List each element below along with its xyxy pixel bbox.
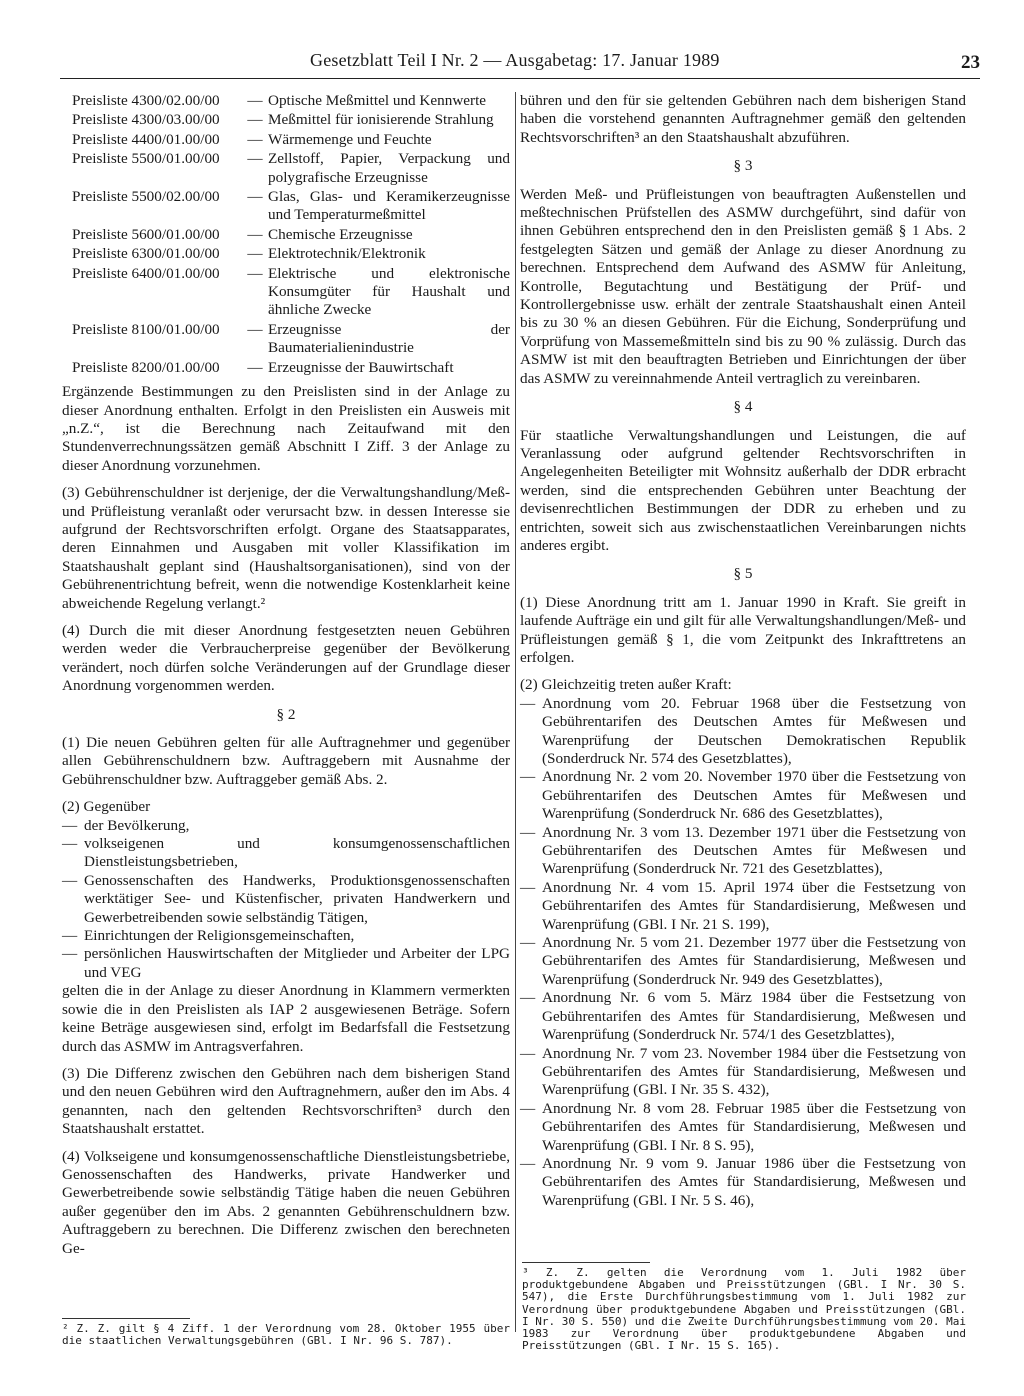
list-item-text: volkseigenen und konsumgenossenschaftlichen Dienstleistungsbetrieben, <box>84 835 510 871</box>
price-list-code: Preisliste 6300/01.00/00 <box>72 245 220 263</box>
dash: — <box>520 934 536 952</box>
repealed-orders-list <box>520 695 966 1210</box>
price-list-row <box>62 359 510 377</box>
dash: — <box>62 871 78 889</box>
price-list-desc: Wärmemenge und Feuchte <box>268 130 432 148</box>
right-column <box>520 92 966 1210</box>
list-item-text: Anordnung Nr. 4 vom 15. April 1974 über die Festsetzung von Gebührentarifen des Amtes für Standardisierung, Meßwesen und Warenprüfung (GBl. I Nr. 21 S. 199), <box>542 878 966 933</box>
list-item-text: Anordnung Nr. 2 vom 20. November 1970 über die Festsetzung von Gebührentarifen des Deutschen Amtes für Meßwesen und Warenprüfung (Sonderdruck Nr. 686 des Gesetzblattes), <box>542 768 966 823</box>
list-item <box>520 1155 966 1210</box>
price-list-code: Preisliste 4300/02.00/00 <box>72 92 220 109</box>
price-list-row <box>62 321 510 358</box>
dash: — <box>247 92 263 109</box>
price-list-desc: Elektrotechnik/Elektronik <box>268 245 426 263</box>
dash: — <box>247 358 263 376</box>
dash: — <box>62 816 78 834</box>
list-item-text: Einrichtungen der Religionsgemeinschaften, <box>84 927 355 945</box>
section-2-paragraph-2-tail: gelten die in der Anlage zu dieser Anordnung in Klammern vermerkten sowie die in den Preislisten als IAP 2 ausgewiesenen Beträge. Sofern keine Beträge ausgewiesen sind, erfolgt im Bedarfsfall die Festsetzung durch das ASMW im Antragsverfahren. <box>62 982 510 1055</box>
section-heading-4: § 4 <box>733 398 753 416</box>
section-2-paragraph-2-intro: (2) Gegenüber <box>62 798 151 816</box>
price-list-code: Preisliste 5500/02.00/00 <box>72 188 220 206</box>
list-item-text: Anordnung Nr. 7 vom 23. November 1984 über die Festsetzung von Gebührentarifen des Amtes für Standardisierung, Meßwesen und Warenprüfung (GBl. I Nr. 35 S. 432), <box>542 1044 966 1099</box>
price-list-row <box>62 265 510 320</box>
dash: — <box>520 1154 536 1172</box>
continued-paragraph: bühren und den für sie geltenden Gebühren nach dem bisherigen Stand haben die vorstehend genannten Auftragnehmer gemäß den geltenden Rechtsvorschriften³ an den Staatshaushalt abzuführen. <box>520 92 966 146</box>
dash: — <box>520 694 536 712</box>
dash: — <box>520 1044 536 1062</box>
list-item <box>520 1045 966 1100</box>
dash: — <box>520 989 536 1007</box>
price-list-desc: Chemische Erzeugnisse <box>268 225 413 243</box>
section-heading-5: § 5 <box>733 565 753 583</box>
section-2-paragraph-3: (3) Die Differenz zwischen den Gebühren nach dem bisherigen Stand und den neuen Gebühren wird den Auftragnehmern, außer den im Abs. 4 genannten, nach den geltenden Rechtsvorschriften³ durch den Staatshaushalt erstattet. <box>62 1064 510 1138</box>
price-list-desc: Meßmittel für ionisierende Strahlung <box>268 111 494 129</box>
price-list-desc: Erzeugnisse der Baumaterialienindustrie <box>268 320 510 357</box>
section-5-paragraph-2-intro: (2) Gleichzeitig treten außer Kraft: <box>520 676 732 694</box>
dash: — <box>520 768 536 786</box>
dash: — <box>247 245 263 263</box>
dash: — <box>520 878 536 896</box>
dash: — <box>247 150 263 168</box>
price-list-row <box>62 111 510 129</box>
price-list-row <box>62 92 510 110</box>
dash: — <box>247 264 263 282</box>
left-column <box>62 92 510 1258</box>
list-item-text: Anordnung Nr. 5 vom 21. Dezember 1977 über die Festsetzung von Gebührentarifen des Amtes für Standardisierung, Meßwesen und Warenprüfung (Sonderdruck Nr. 949 des Gesetzblattes), <box>542 934 966 988</box>
list-item <box>520 695 966 769</box>
price-list-code: Preisliste 8100/01.00/00 <box>72 320 220 338</box>
price-list-desc: Erzeugnisse der Bauwirtschaft <box>268 358 454 376</box>
section-3-paragraph: Werden Meß- und Prüfleistungen von beauftragten Außenstellen und meßtechnischen Prüfstellen des ASMW durchgeführt, sind dafür von ihnen Gebühren entsprechend den in den Preislisten gemäß § 1 Abs. 2 festgelegten Sätzen und gemäß der Anlage zu dieser Anordnung zu berechnen. Entsprechend dem Aufwand des ASMW für Anleitung, Kontrolle, Begutachtung und Bestätigung der Prüf- und Kontrollergebnisse usw. erhält der zentrale Staatshaushalt einen Anteil bis zu 30 % an diesen Gebühren. Für die Eichung, Sonderprüfung und Vorprüfung von Massemeßmitteln sind bis zu 90 % zulässig. Durch das ASMW ist mit den beauftragten Betrieben und Einrichtungen der über das ASMW zu vereinnahmende Anteil vertraglich zu vereinbaren. <box>520 185 966 387</box>
header-title: Gesetzblatt Teil I Nr. 2 — Ausgabetag: 17. Januar 1989 <box>310 50 720 70</box>
list-item-text: Anordnung Nr. 9 vom 9. Januar 1986 über die Festsetzung von Gebührentarifen des Amtes für Standardisierung, Meßwesen und Warenprüfung (GBl. I Nr. 5 S. 46), <box>542 1154 966 1209</box>
section-heading-2: § 2 <box>276 705 296 723</box>
column-divider <box>515 92 516 1332</box>
section-5-paragraph-1: (1) Diese Anordnung tritt am 1. Januar 1990 in Kraft. Sie greift in laufende Aufträge ein und gilt für alle Verwaltungshandlungen/Meß- und Prüfleistungen gemäß § 1, die vom Zeitpunkt des Inkrafttretens an erfolgen. <box>520 593 966 666</box>
list-item-text: der Bevölkerung, <box>84 816 190 834</box>
price-list-table <box>62 92 510 377</box>
price-list-desc: Optische Meßmittel und Kennwerte <box>268 92 487 109</box>
dash: — <box>247 188 263 206</box>
page-number: 23 <box>961 52 980 73</box>
list-item <box>62 872 510 927</box>
price-list-code: Preisliste 5600/01.00/00 <box>72 225 220 243</box>
list-item <box>520 934 966 989</box>
paragraph-3-debtor: (3) Gebührenschuldner ist derjenige, der die Verwaltungshandlung/Meß- und Prüfleistung veranlaßt oder verursacht bzw. in dessen Interesse sie aufgrund der Rechtsvorschriften erfolgt. Organe des Staatsapparates, deren Einnahmen und Ausgaben mit voller Klassifikation im Staatshaushalt geplant sind (Haushaltsorganisationen), sind von der Gebührenentrichtung befreit, wenn die notwendige Kostenklarheit keine abweichende Regelung verlangt.² <box>62 484 510 612</box>
section-4-paragraph: Für staatliche Verwaltungshandlungen und Leistungen, die auf Veranlassung oder aufgrund geltender Rechtsvorschriften in Angelegenheiten Beteiligter mit Wohnsitz außerhalb der DDR erbracht werden, sind die entsprechenden Gebühren unter Beachtung der devisenrechtlichen Bestimmungen der DDR zu erheben und zu entrichten, soweit sich aus zwischenstaatlichen Vereinbarungen nichts anderes ergibt. <box>520 426 966 554</box>
footnote-rule-right <box>522 1262 650 1263</box>
dash: — <box>247 130 263 148</box>
price-list-code: Preisliste 5500/01.00/00 <box>72 150 220 168</box>
price-list-row <box>62 245 510 263</box>
list-item <box>520 1100 966 1155</box>
list-item <box>520 879 966 934</box>
price-list-code: Preisliste 8200/01.00/00 <box>72 358 220 376</box>
dash: — <box>247 320 263 338</box>
price-list-code: Preisliste 4300/03.00/00 <box>72 111 220 129</box>
list-item-text: Genossenschaften des Handwerks, Produktionsgenossenschaften werktätiger See- und Küstenfischer, privaten Handwerkern und Gewerbetreibenden sowie selbständig Tätigen, <box>84 871 510 926</box>
supplement-paragraph: Ergänzende Bestimmungen zu den Preislisten sind in der Anlage zu dieser Anordnung enthalten. Erfolgt in den Preislisten ein Ausweis mit „n.Z.“, ist die Berechnung nach Zeitaufwand mit den Stundenverrechnungssätzen gemäß Abschnitt I Ziff. 3 der Anlage zu dieser Anordnung vorzunehmen. <box>62 383 510 474</box>
dash: — <box>62 945 78 963</box>
dash: — <box>247 225 263 243</box>
section-2-paragraph-1: (1) Die neuen Gebühren gelten für alle Auftragnehmer und gegenüber allen Gebührenschuldnern bzw. Auftraggebern mit Ausnahme der Gebührenschuldner bzw. Auftraggeber gemäß Abs. 2. <box>62 734 510 788</box>
section-heading-3: § 3 <box>733 157 753 175</box>
price-list-code: Preisliste 6400/01.00/00 <box>72 264 220 282</box>
list-item-text: Anordnung vom 20. Februar 1968 über die Festsetzung von Gebührentarifen des Deutschen Amtes für Meßwesen und Warenprüfung der Deutschen Demokratischen Republik (Sonderdruck Nr. 574 des Gesetzblattes), <box>542 694 966 767</box>
page-header <box>60 46 980 79</box>
price-list-desc: Zellstoff, Papier, Verpackung und polygrafische Erzeugnisse <box>268 150 510 186</box>
dash: — <box>62 927 78 945</box>
list-item <box>62 835 510 872</box>
list-item-text: Anordnung Nr. 8 vom 28. Februar 1985 über die Festsetzung von Gebührentarifen des Amtes für Standardisierung, Meßwesen und Warenprüfung (GBl. I Nr. 8 S. 95), <box>542 1099 966 1154</box>
price-list-row <box>62 226 510 244</box>
list-item <box>62 945 510 982</box>
dash: — <box>247 111 263 129</box>
list-item <box>520 768 966 823</box>
dash: — <box>520 1099 536 1117</box>
list-item <box>520 824 966 879</box>
list-item <box>62 927 510 945</box>
footnote-3: ³ Z. Z. gelten die Verordnung vom 1. Juli 1982 über produktgebundene Abgaben und Preisstützungen (GBl. I Nr. 30 S. 547), die Erste Durchführungsbestimmung vom 1. Juli 1982 zur Verordnung über produktgebundene Abgaben und Preisstützungen (GBl. I Nr. 30 S. 550) und die Zweite Durchführungsbestimmung vom 20. Mai 1983 zur Verordnung über produktgebundene Abgaben und Preisstützungen (GBl. I Nr. 15 S. 165). <box>522 1266 966 1353</box>
footnote-2: ² Z. Z. gilt § 4 Ziff. 1 der Verordnung vom 28. Oktober 1955 über die staatlichen Verwaltungsgebühren (GBl. I Nr. 96 S. 787). <box>62 1322 510 1348</box>
footnote-rule-left <box>62 1318 190 1319</box>
paragraph-4-consumer-prices: (4) Durch die mit dieser Anordnung festgesetzten neuen Gebühren werden weder die Verbraucherpreise gegenüber der Bevölkerung verändert, noch dürfen solche Veränderungen auf der Grundlage dieser Anordnung vorgenommen werden. <box>62 621 510 695</box>
list-item-text: Anordnung Nr. 3 vom 13. Dezember 1971 über die Festsetzung von Gebührentarifen des Deutschen Amtes für Meßwesen und Warenprüfung (Sonderdruck Nr. 721 des Gesetzblattes), <box>542 823 966 878</box>
price-list-row <box>62 150 510 187</box>
section-2-paragraph-4: (4) Volkseigene und konsumgenossenschaftliche Dienstleistungsbetriebe, Genossenschaften des Handwerks, private Handwerker und Gewerbetreibende sowie selbständig Tätige haben die neuen Gebühren außer gegenüber den im Abs. 2 genannten Gebührenschuldnern bzw. Auftraggebern zu berechnen. Die Differenz zwischen den berechneten Ge- <box>62 1147 510 1257</box>
price-list-code: Preisliste 4400/01.00/00 <box>72 130 220 148</box>
section-2-dash-list <box>62 817 510 983</box>
list-item <box>520 989 966 1044</box>
list-item <box>62 817 510 835</box>
dash: — <box>62 835 78 853</box>
price-list-row <box>62 188 510 225</box>
list-item-text: Anordnung Nr. 6 vom 5. März 1984 über die Festsetzung von Gebührentarifen des Amtes für Standardisierung, Meßwesen und Warenprüfung (Sonderdruck Nr. 574/1 des Gesetzblattes), <box>542 989 966 1044</box>
list-item-text: persönlichen Hauswirtschaften der Mitglieder und Arbeiter der LPG und VEG <box>84 945 510 981</box>
price-list-desc: Glas, Glas- und Keramikerzeugnisse und Temperaturmeßmittel <box>268 188 510 224</box>
price-list-row <box>62 131 510 149</box>
dash: — <box>520 823 536 841</box>
price-list-desc: Elektrische und elektronische Konsumgüter für Haushalt und ähnliche Zwecke <box>268 264 510 319</box>
